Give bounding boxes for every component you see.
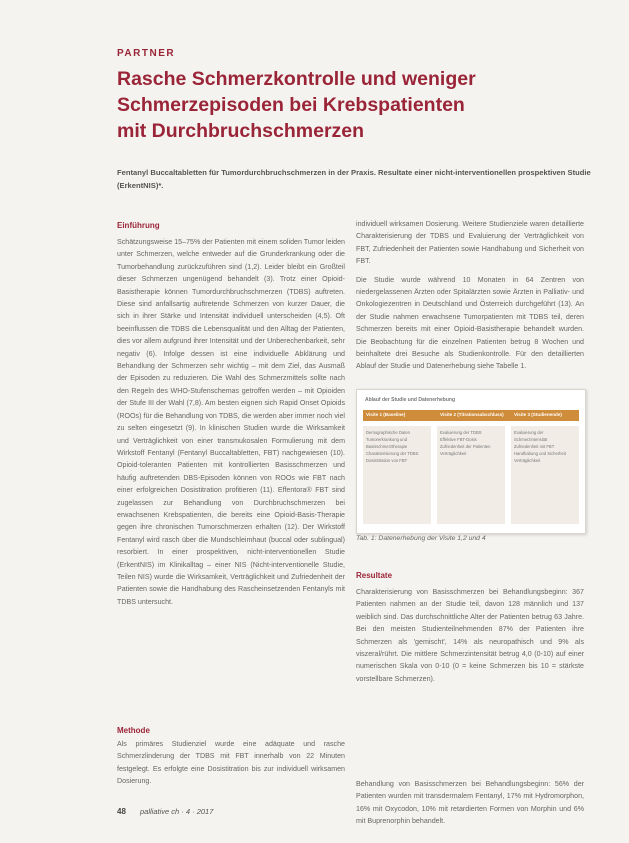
figure-caption: Tab. 1: Datenerhebung der Visite 1,2 und 4 — [356, 535, 486, 542]
figure-item: Tumorerkrankung und Basisschmerztherapie — [366, 437, 408, 449]
results-paragraph: Behandlung von Basisschmerzen bei Behandlungsbeginn: 56% der Patienten wurden mit transdermalem Fentanyl, 17% mit Hydromorphon, 16% mit Oxycodon, 10% mit retardierten Formen von Morphin und 6% mit Buprenorphin behandelt. — [356, 780, 584, 826]
figure-item: Evaluierung der TDBS — [440, 430, 482, 435]
body-paragraph: individuell wirksamen Dosierung. Weitere Studienziele waren detaillierte Charakterisierung der TDBS und Evaluierung der Verträglichkeit von FBT, Zufriedenheit der Patienten sowie Handhabung und Sicherheit von FBT. — [356, 220, 584, 266]
figure-item: Verträglichkeit — [440, 451, 467, 456]
figure-item: Verträglichkeit — [514, 458, 541, 463]
figure-item: Dosistitration von FBT — [366, 458, 408, 463]
figure-column — [363, 412, 431, 524]
page-number: 48 — [117, 807, 126, 816]
results-paragraph: Charakterisierung von Basisschmerzen bei Behandlungsbeginn: 367 Patienten nahmen an der Studie teil, davon 128 männlich und 137 weiblich sind. Das durchschnittliche Alter der Patienten betrug 63 Jahre. Bei den meisten Studienteilnehmenden 87% der Patienten ihre Schmerzen als 'gemischt', 14% als neuropathisch und 9% als viszeral/rührt. Die mittlere Schmerzintensität betrug 4,0 (0-10) auf einer numerischen Skala von 0-10 (0 = keine Schmerzen bis 10 = stärkste vorstellbare Schmerzen). — [356, 588, 584, 683]
section-label: PARTNER — [117, 48, 176, 59]
article-title — [117, 66, 577, 144]
figure-item: Demographische Daten — [366, 430, 410, 435]
figure-item: Handhabung und Sicherheit — [514, 451, 566, 456]
figure-item: Charakterisierung der TDBS — [366, 451, 419, 456]
figure-item: Evaluierung der Schmerzintensität — [514, 430, 548, 442]
intro-paragraph: Schätzungsweise 15–75% der Patienten mit einem soliden Tumor leiden unter Schmerzen, welche entweder auf die Grunderkrankung oder die Tumorbehandlung zurückzuführen sind (1,2). Leider bleibt ein Großteil dieser Schmerzen ungenügend behandelt (3). Trotz einer Opioid-Basistherapie können Tumordurchbruchschmerzen (TDBS) auftreten. Diese sind anfallsartig auftretende Schmerzen von kurzer Dauer, die sich in ihrer Stärke und Intensität individuell unterscheiden (4,5). Oft beeinflussen die TDBS die Lebensqualität und den Alltag der Patienten, dies vor allem aufgrund ihrer Intensität und der Unberechenbarkeit, sehr negativ (6). Infolge dessen ist eine individuelle Abklärung und Behandlung der Schmerzen sehr wichtig – mit dem Ziel, das Ausmaß der Episoden zu reduzieren. Die Wahl des Schmerzmittels sollte nach den Regeln des WHO-Stufenschemas getroffen werden – mit Opioiden der Stufe III der Wahl (7,8). Am besten eignen sich Rapid Onset Opioids (ROOs) für die Behandlung von TDBS, die werden aber immer noch viel zu selten eingesetzt (9). In klinischen Studien wurde die Wirksamkeit und Verträglichkeit von einer transmukosalen Formulierung mit dem Wirkstoff Fentanyl (Fentanyl Buccaltabletten, FBT) nachgewiesen (10). Opioid-toleranten Patienten mit kontrollierten Basisschmerzen und häufig auftretenden DBS-Episoden können von ROOs wie FBT nach einer erfolgreichen Dosistitration profitieren (11). Effentora® FBT sind zugelassen zur Behandlung von Durchbruchschmerzen bei erwachsenen Krebspatienten, die bereits eine Opioid-Basis-Therapie gegen ihre chronischen Tumorschmerzen erhalten (12). Der Wirkstoff Fentanyl wird rasch über die Mundschleimhaut (buccal oder sublingual) resorbiert. In einer prospektiven, nicht-interventionellen Studie (ErkentNIS) im Klinikalltag – einer NIS (Nicht-interventionelle Studie, Teilen NIS) wurde die Wirksamkeit, Verträglichkeit und Zufriedenheit der Patienten sowie die Handhabung des Rascheinsetzenden Fentanyls mit TDBS untersucht. — [117, 238, 345, 606]
figure-item: Zufriedenheit mit FBT — [514, 444, 555, 449]
heading-results: Resultate — [356, 571, 393, 580]
figure-column — [511, 412, 579, 524]
title-line: Rasche Schmerzkontrolle und weniger — [117, 68, 476, 90]
figure-column — [437, 412, 505, 524]
figure-column-header: Visite 2 (Titrationsabschluss) — [440, 412, 504, 417]
title-line: Schmerzepisoden bei Krebspatienten — [117, 94, 465, 116]
intro-column — [117, 236, 345, 726]
figure-title: Ablauf der Studie und Datenerhebung — [365, 397, 456, 403]
heading-intro: Einführung — [117, 221, 160, 230]
right-column-top — [356, 218, 584, 388]
journal-name: palliative ch · 4 · 2017 — [140, 807, 214, 816]
body-paragraph: Die Studie wurde während 10 Monaten in 64 Zentren von niedergelassenen Ärzten oder Spitalärzten sowie Ärzten in Palliativ- und Onkologiezentren in Deutschland und Österreich durchgeführt (13). An der Studie nahmen erwachsene Tumorpatienten mit TDBS teil, deren Schmerzen bereits mit einer Opioid-Basistherapie behandelt wurden. Die Beobachtung für die einzelnen Patienten betrug 8 Wochen und beinhaltete drei Besuche als Studienkontrolle. Für den detaillierten Ablauf der Studie und Datenerhebung siehe Tabelle 1. — [356, 275, 584, 371]
figure-column-header: Visite 3 (Studienende) — [514, 412, 562, 417]
results-column — [356, 586, 584, 776]
study-flow-table — [356, 389, 586, 534]
method-column — [117, 738, 345, 818]
method-paragraph: Als primäres Studienziel wurde eine adäquate und rasche Schmerzlinderung der TDBS mit FBT innerhalb von 22 Minuten festgelegt. Es erfolgte eine Dosistitration bis zur individuell wirksamen Dosierung. — [117, 740, 345, 786]
heading-method: Methode — [117, 726, 150, 735]
results-column-2 — [356, 778, 584, 826]
figure-column-header: Visite 1 (Baseline) — [366, 412, 406, 417]
figure-item: Zufriedenheit der Patienten — [440, 444, 491, 449]
figure-item: Effektive FBT-Dosis — [440, 437, 477, 442]
lead-paragraph: Fentanyl Buccaltabletten für Tumordurchbruchschmerzen in der Praxis. Resultate einer nicht-interventionellen prospektiven Studie (ErkentNIS)*. — [117, 168, 591, 190]
title-line: mit Durchbruchschmerzen — [117, 120, 365, 142]
